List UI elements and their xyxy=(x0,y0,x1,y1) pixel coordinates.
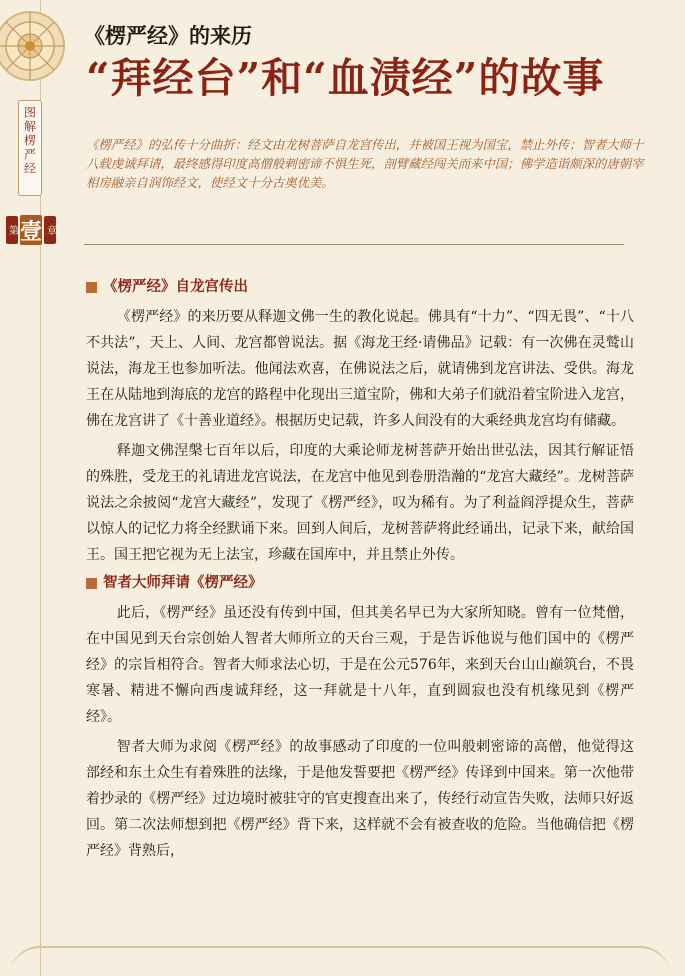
chapter-suffix: 章 xyxy=(44,216,56,244)
article-body xyxy=(86,276,634,864)
intro-summary: 《楞严经》的弘传十分曲折：经文由龙树菩萨自龙宫传出，并被国王视为国宝，禁止外传；智者大师十八载虔诚拜请，最终感得印度高僧般剌密谛不惧生死，剖臂藏经闯关而来中国；佛学造诣颇深的唐朝宰相房融亲自润饰经文，使经文十分古奥优美。 xyxy=(86,137,644,190)
square-bullet-icon xyxy=(86,282,97,293)
lotus-ornament-icon xyxy=(0,0,78,102)
chapter-prefix: 第 xyxy=(6,216,18,244)
paragraph: 释迦文佛涅槃七百年以后，印度的大乘论师龙树菩萨开始出世弘法，因其行解证悟的殊胜，受龙王的礼请进龙宫说法，在龙宫中他见到卷册浩瀚的“龙宫大藏经”。龙树菩萨说法之余披阅“龙宫大藏经”，发现了《楞严经》，叹为稀有。为了利益阎浮提众生，菩萨以惊人的记忆力将全经默诵下来。回到人间后，龙树菩萨将此经诵出，记录下来，献给国王。国王把它视为无上法宝，珍藏在国库中，并且禁止外传。 xyxy=(86,443,634,563)
page-title: “拜经台”和“血渍经”的故事 xyxy=(86,54,605,102)
divider-line xyxy=(84,244,624,245)
section-heading-text: 《楞严经》自龙宫传出 xyxy=(103,279,248,295)
paragraph: 《楞严经》的来历要从释迦文佛一生的教化说起。佛具有“十力”、“四无畏”、“十八不共法”，天上、人间、龙宫都曾说法。据《海龙王经·请佛品》记载：有一次佛在灵鹫山说法，海龙王也参加听法。他闻法欢喜，在佛说法之后，就请佛到龙宫讲法、受供。海龙王在从陆地到海底的龙宫的路程中化现出三道宝阶，佛和大弟子们就沿着宝阶进入龙宫，佛在龙宫讲了《十善业道经》。根据历史记载，许多人间没有的大乘经典龙宫均有储藏。 xyxy=(86,309,634,429)
section-heading xyxy=(86,572,634,594)
section-heading-text: 智者大师拜请《楞严经》 xyxy=(103,575,263,591)
square-bullet-icon xyxy=(86,578,97,589)
paragraph: 此后，《楞严经》虽还没有传到中国，但其美名早已为大家所知晓。曾有一位梵僧，在中国见到天台宗创始人智者大师所立的天台三观，于是告诉他说与他们国中的《楞严经》的宗旨相符合。智者大师求法心切，于是在公元576年，来到天台山山巅筑台，不畏寒暑、精进不懈向西虔诚拜经，这一拜就是十八年，直到圆寂也没有机缘见到《楞严经》。 xyxy=(86,605,634,725)
section-heading xyxy=(86,276,634,298)
page-subtitle: 《楞严经》的来历 xyxy=(84,24,252,48)
chapter-number: 壹 xyxy=(20,215,42,245)
chapter-marker xyxy=(8,214,54,246)
page-bottom-curve xyxy=(10,946,670,976)
side-tab-label: 图解楞严经 xyxy=(22,106,37,176)
paragraph: 智者大师为求阅《楞严经》的故事感动了印度的一位叫般剌密谛的高僧，他觉得这部经和东土众生有着殊胜的法缘，于是他发誓要把《楞严经》传译到中国来。第一次他带着抄录的《楞严经》过边境时被驻守的官吏搜查出来了，传经行动宣告失败，法师只好返回。第二次法师想到把《楞严经》背下来，这样就不会有被查收的危险。当他确信把《楞严经》背熟后， xyxy=(86,739,634,859)
chapter-side-tab xyxy=(18,100,42,196)
